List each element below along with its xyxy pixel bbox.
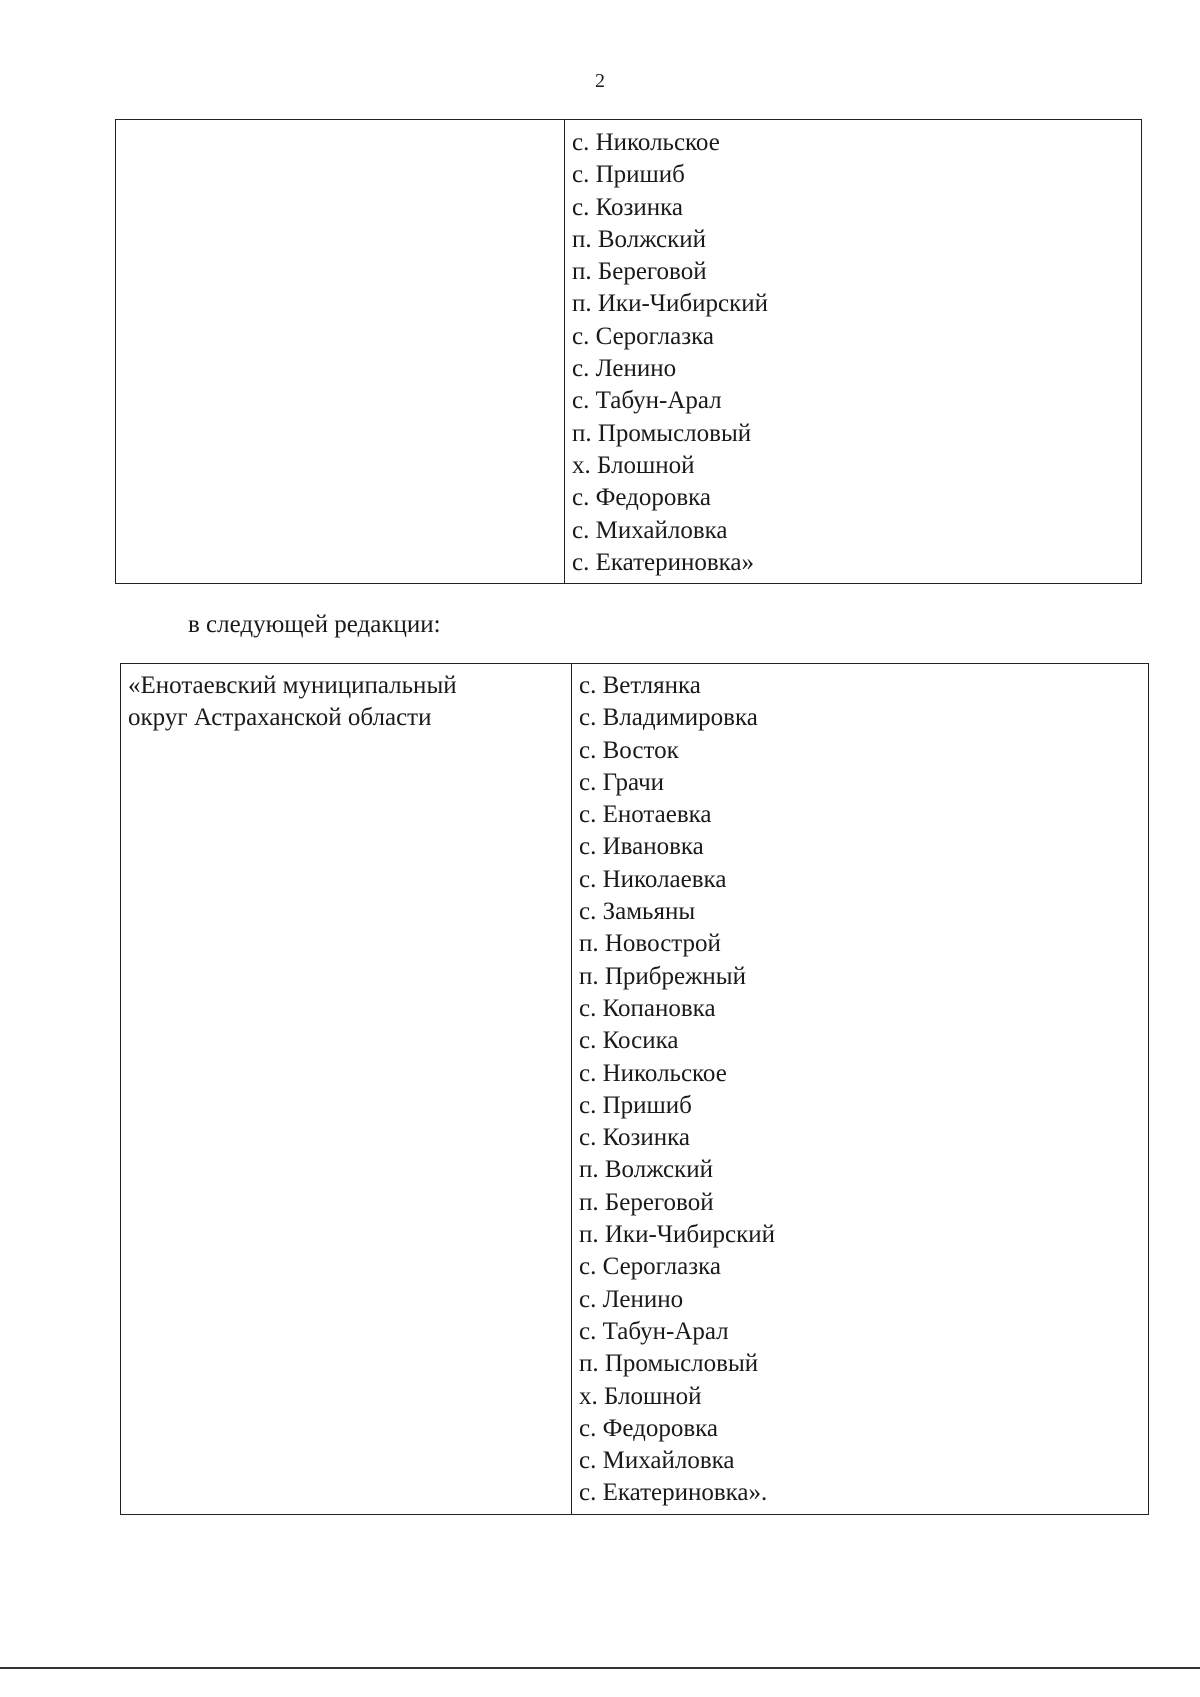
settlements-cell <box>565 120 1142 584</box>
settlement-item: п. Волжский <box>579 1156 714 1184</box>
settlement-item: с. Никольское <box>572 129 720 156</box>
settlement-item: с. Сероглазка <box>572 322 714 350</box>
municipality-name-line: округ Астраханской области <box>128 704 432 732</box>
settlement-item: п. Волжский <box>572 225 707 253</box>
settlement-item: с. Восток <box>579 736 679 764</box>
municipality-name <box>121 664 571 735</box>
settlement-item: с. Екатериновка». <box>579 1479 768 1507</box>
settlement-item: с. Федоровка <box>572 484 712 512</box>
municipality-cell <box>121 664 572 1515</box>
settlement-item: с. Козинка <box>572 193 684 221</box>
settlement-item: с. Владимировка <box>579 704 758 732</box>
settlements-table-previous <box>115 119 1142 584</box>
settlement-item: с. Екатериновка» <box>572 548 755 576</box>
settlements-list <box>565 120 1141 583</box>
settlement-item: с. Ленино <box>579 1285 684 1313</box>
settlement-item: с. Федоровка <box>579 1414 719 1442</box>
footer-rule <box>0 1667 1200 1669</box>
municipality-name <box>116 120 564 131</box>
settlement-item: с. Ленино <box>572 355 677 383</box>
intro-text: в следующей редакции: <box>188 611 441 638</box>
settlement-item: с. Косика <box>579 1027 679 1055</box>
settlement-item: п. Новострой <box>579 930 721 958</box>
municipality-cell <box>116 120 565 584</box>
settlements-table-new <box>120 663 1149 1515</box>
settlement-item: п. Промысловый <box>572 419 752 447</box>
settlement-item: п. Ики-Чибирский <box>579 1221 776 1249</box>
settlement-item: п. Прибрежный <box>579 962 746 990</box>
settlement-item: п. Береговой <box>579 1188 714 1216</box>
settlement-item: с. Ветлянка <box>579 672 701 699</box>
settlements-list <box>572 664 1148 1514</box>
settlements-cell <box>572 664 1149 1515</box>
settlement-item: с. Михайловка <box>579 1447 735 1475</box>
settlement-item: с. Ивановка <box>579 833 704 861</box>
settlement-item: с. Козинка <box>579 1124 691 1152</box>
settlement-item: с. Замьяны <box>579 898 696 926</box>
settlement-item: с. Табун-Арал <box>572 387 722 415</box>
settlement-item: х. Блошной <box>572 451 695 479</box>
settlement-item: п. Береговой <box>572 258 707 286</box>
settlement-item: с. Сероглазка <box>579 1253 721 1281</box>
settlement-item: п. Промысловый <box>579 1350 759 1378</box>
settlement-item: с. Грачи <box>579 768 665 796</box>
page-number: 2 <box>595 70 605 92</box>
settlement-item: с. Пришиб <box>579 1091 692 1119</box>
settlement-item: х. Блошной <box>579 1382 702 1410</box>
table-row <box>121 664 1149 1515</box>
table-row <box>116 120 1142 584</box>
settlement-item: с. Енотаевка <box>579 801 712 829</box>
settlement-item: с. Михайловка <box>572 516 728 544</box>
settlement-item: п. Ики-Чибирский <box>572 290 769 318</box>
municipality-name-line: «Енотаевский муниципальный <box>128 672 457 699</box>
settlement-item: с. Никольское <box>579 1059 727 1087</box>
settlement-item: с. Копановка <box>579 994 716 1022</box>
settlement-item: с. Табун-Арал <box>579 1317 729 1345</box>
settlement-item: с. Пришиб <box>572 161 685 189</box>
settlement-item: с. Николаевка <box>579 865 727 893</box>
